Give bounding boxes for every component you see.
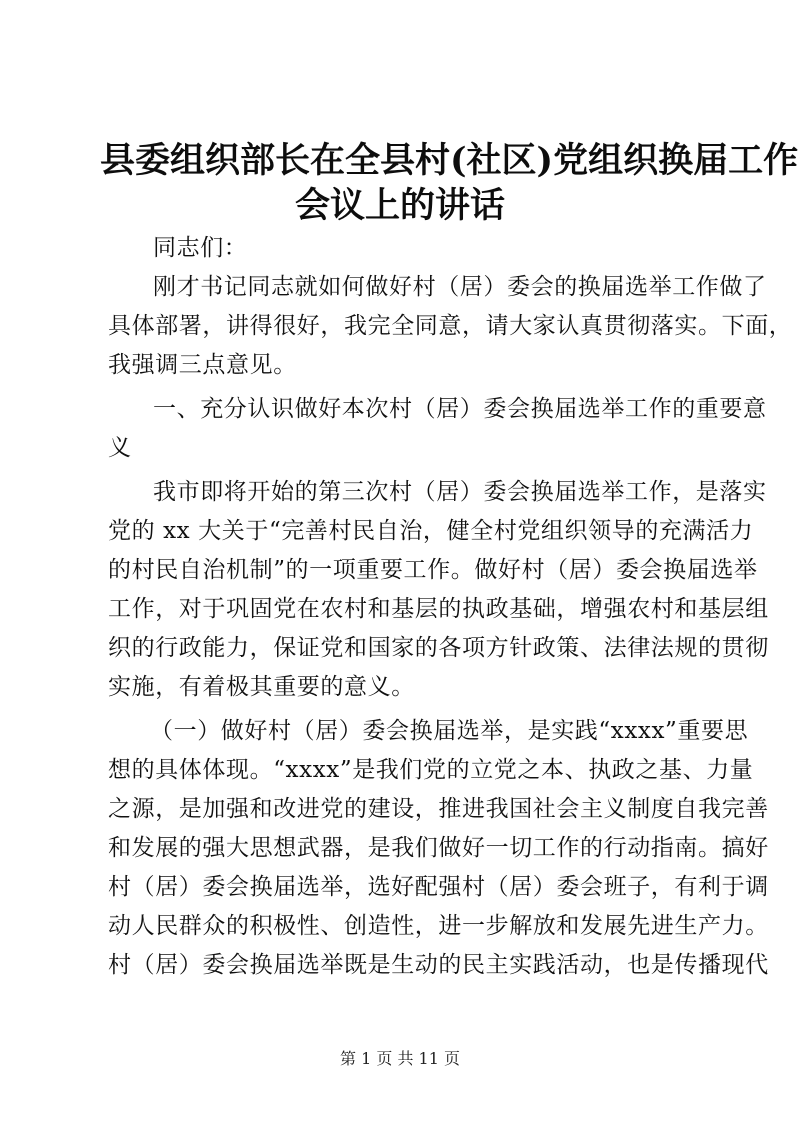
page-number-footer: 第 1 页 共 11 页 (340, 1049, 460, 1068)
paragraph-line: 想的具体体现。“xxxx”是我们党的立党之本、执政之基、力量 (108, 757, 754, 783)
paragraph-line: 具体部署，讲得很好，我完全同意，请大家认真贯彻落实。下面， (108, 313, 793, 339)
paragraph-line: 织的行政能力，保证党和国家的各项方针政策、法律法规的贯彻 (108, 635, 769, 661)
paragraph-line: 和发展的强大思想武器，是我们做好一切工作的行动指南。搞好 (108, 835, 769, 861)
paragraph-line: 党的 xx 大关于“完善村民自治，健全村党组织领导的充满活力 (108, 518, 754, 544)
paragraph-line: 之源，是加强和改进党的建设，推进我国社会主义制度自我完善 (108, 796, 769, 822)
paragraph-line: 实施，有着极其重要的意义。 (108, 674, 415, 700)
document-title-line-2: 会议上的讲话 (294, 185, 505, 226)
document-title-line-1: 县委组织部长在全县村(社区)党组织换届工作 (100, 140, 799, 181)
paragraph-line: 村（居）委会换届选举，选好配强村（居）委会班子，有利于调 (108, 874, 769, 900)
paragraph-line: 村（居）委会换届选举既是生动的民主实践活动，也是传播现代 (108, 952, 769, 978)
paragraph-line: 我市即将开始的第三次村（居）委会换届选举工作，是落实 (153, 479, 767, 505)
paragraph-line: 工作，对于巩固党在农村和基层的执政基础，增强农村和基层组 (108, 596, 769, 622)
paragraph-line: （一）做好村（居）委会换届选举，是实践“xxxx”重要思 (150, 718, 749, 744)
paragraph-line: 我强调三点意见。 (108, 352, 297, 378)
paragraph-line: 刚才书记同志就如何做好村（居）委会的换届选举工作做了 (153, 274, 767, 300)
section-heading-line: 义 (108, 435, 132, 461)
section-heading-line: 一、充分认识做好本次村（居）委会换届选举工作的重要意 (153, 396, 767, 422)
salutation: 同志们： (153, 235, 248, 261)
paragraph-line: 动人民群众的积极性、创造性，进一步解放和发展先进生产力。 (108, 913, 769, 939)
paragraph-line: 的村民自治机制”的一项重要工作。做好村（居）委会换届选举 (108, 557, 758, 583)
